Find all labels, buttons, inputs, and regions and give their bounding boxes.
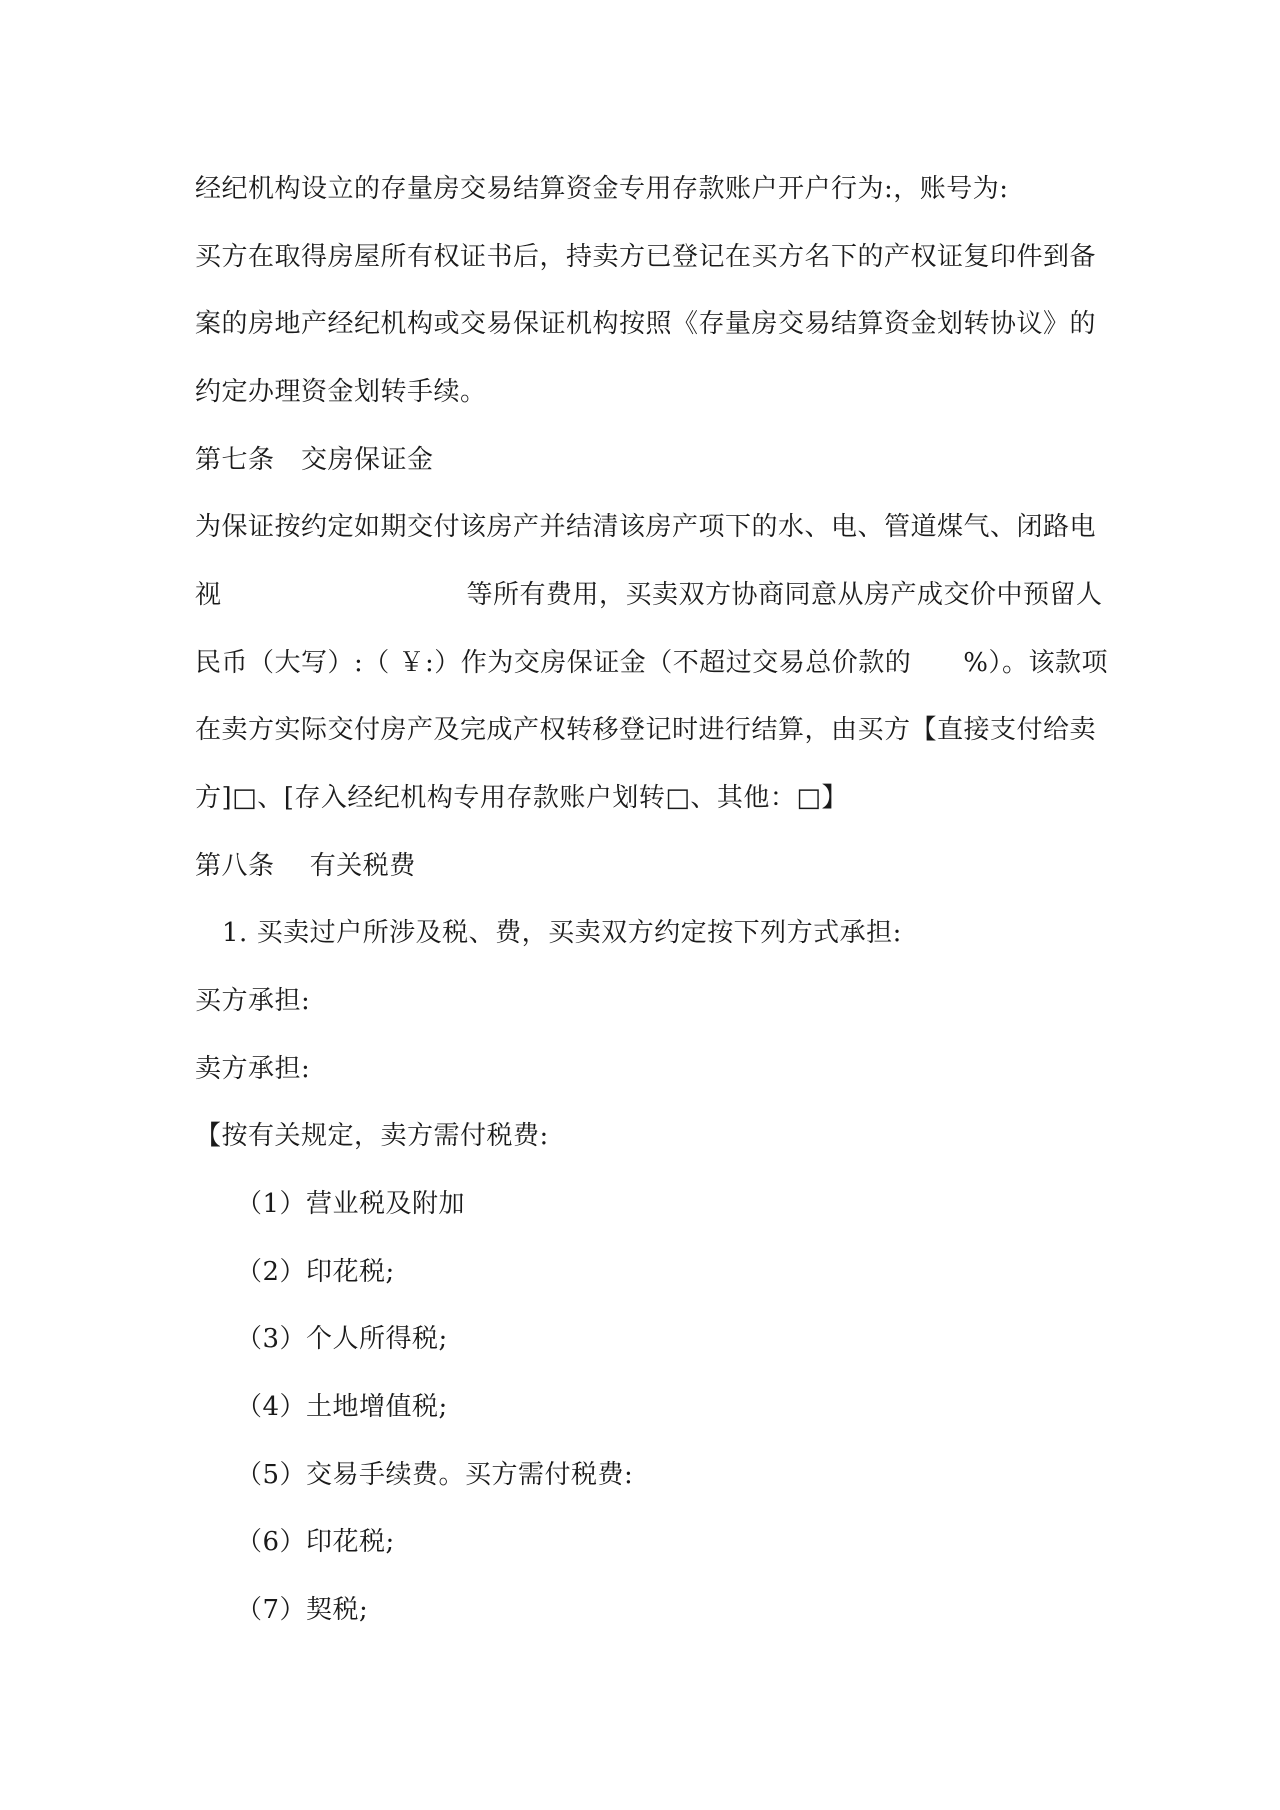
text-line-account: 经纪机构设立的存量房交易结算资金专用存款账户开户行为:，账号为: (195, 174, 1009, 204)
text-line-settlement: 在卖方实际交付房产及完成产权转移登记时进行结算，由买方【直接支付给卖 (195, 715, 1097, 745)
text-line-deposit-purpose: 为保证按约定如期交付该房产并结清该房产项下的水、电、管道煤气、闭路电 (195, 512, 1097, 542)
list-item-business-tax: （1）营业税及附加 (236, 1189, 466, 1219)
text-fragment-percent: %）。该款项 (963, 648, 1109, 678)
text-fragment-rmb: 民币（大写）:（ ￥:）作为交房保证金（不超过交易总价款的 (195, 648, 912, 678)
list-item-deed-tax: （7）契税; (236, 1595, 369, 1625)
list-item-stamp-duty-buyer: （6）印花税; (236, 1527, 395, 1557)
text-fragment-all-fees: 等所有费用，买卖双方协商同意从房产成交价中预留人 (466, 580, 1103, 610)
article-eight-heading: 第八条 有关税费 (195, 851, 416, 881)
text-line-buyer-bears: 买方承担: (195, 986, 311, 1016)
text-line-rmb-deposit (195, 646, 1108, 680)
text-line-seller-bears: 卖方承担: (195, 1054, 311, 1084)
text-line-transfer-procedure: 约定办理资金划转手续。 (195, 377, 487, 407)
text-line-tax-clause-1: 1. 买卖过户所涉及税、费，买卖双方约定按下列方式承担: (222, 918, 902, 948)
article-seven-heading: 第七条 交房保证金 (195, 445, 434, 475)
text-line-seller-taxes: 【按有关规定，卖方需付税费: (195, 1121, 549, 1151)
text-line-payment-options: 方]□、[存入经纪机构专用存款账户划转□、其他：□】 (195, 783, 848, 813)
list-item-stamp-duty-seller: （2）印花税; (236, 1257, 395, 1287)
list-item-land-vat: （4）土地增值税; (236, 1392, 448, 1422)
text-line-agency-agreement: 案的房地产经纪机构或交易保证机构按照《存量房交易结算资金划转协议》的 (195, 309, 1097, 339)
list-item-income-tax: （3）个人所得税; (236, 1324, 448, 1354)
text-line-buyer-certificate: 买方在取得房屋所有权证书后，持卖方已登记在买方名下的产权证复印件到备 (195, 242, 1097, 272)
list-item-transaction-fee: （5）交易手续费。买方需付税费: (236, 1460, 634, 1490)
text-line-tv (195, 578, 1103, 612)
text-fragment-tv: 视 (195, 580, 222, 610)
